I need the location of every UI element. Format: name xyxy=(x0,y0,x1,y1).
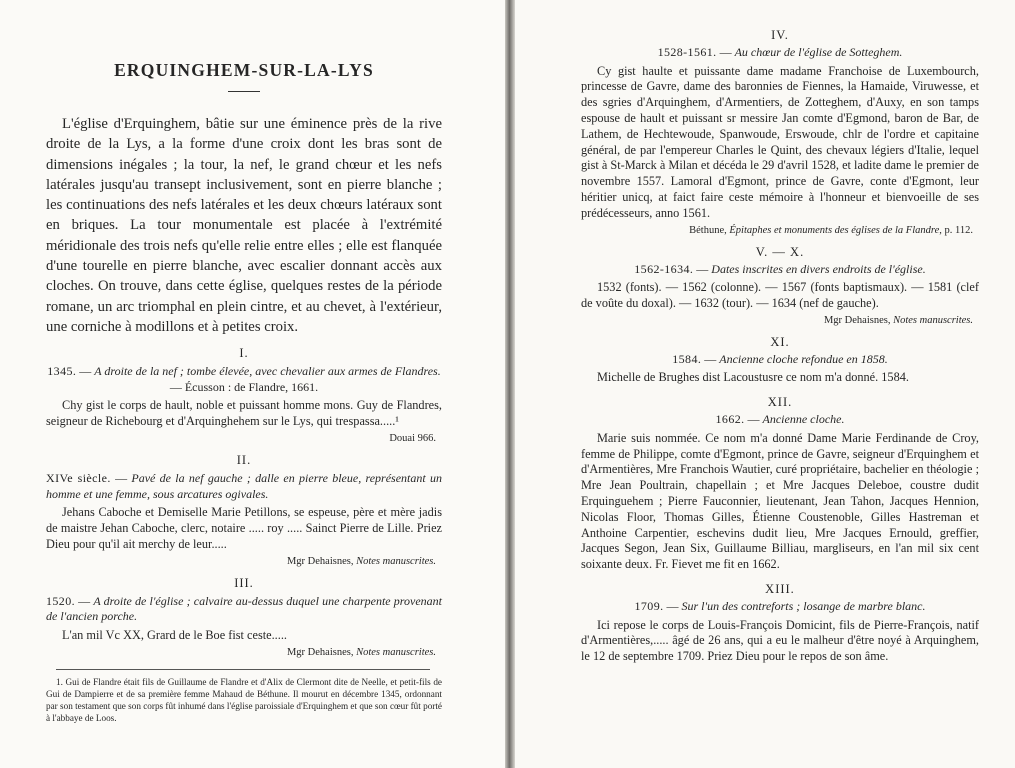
dash: — xyxy=(79,364,95,379)
inscription-text: Cy gist haulte et puissante dame madame Franchoise de Luxembourch, princesse de Gavre, dame des baronnies de Fiennes, la Hamaide, Viruwesse, et des sgries d'Arquinghem, d'Armentiers, de Zotteghem, d'Auxy, en son tamps espouse de hault et puissant sr messire Jan comte d'Egmond, baron de Bar, de Lathem, de Hechtewoude, Spanwoude, Erswoude, chlr de l'ordre et capitaine général, de par l'empereur Charles le Quint, des chevaux légiers d'Italie, lequel gist à St-Marck à Milan et décéda le 29 d'avril 1528, et ladite dame le premier de novembre 1557. Lamoral d'Egmont, prince de Gavre, conte d'Egmont, leur héritier unicq, at faict faire ceste mémoire à l'honneur et bienvoeille de ses prédécesseurs, anno 1561. xyxy=(581,63,979,220)
source-citation xyxy=(46,556,442,567)
dash: — xyxy=(78,593,94,608)
section-description: A droite de l'église ; calvaire au-dessus duquel une charpente provenant de l'ancien porche. xyxy=(46,593,442,624)
dash: — xyxy=(747,412,763,427)
section-description: Au chœur de l'église de Sotteghem. xyxy=(734,45,903,59)
dash: — xyxy=(719,45,735,59)
footnote-rule xyxy=(56,669,430,670)
inscription-text: Jehans Caboche et Demiselle Marie Petillons, se espeuse, père et mère jadis de maistre Jehan Caboche, clerc, notaire ..... roy ..... Sainct Pierre de Lille. Priez Dieu pour qu'il ait merchy de leur..... xyxy=(46,505,442,551)
source-title: Notes manuscrites. xyxy=(356,646,436,658)
section-number: XI. xyxy=(770,334,790,349)
source-author: Mgr Dehaisnes, xyxy=(823,314,894,326)
source-citation xyxy=(581,315,979,326)
section-date: 1520. xyxy=(46,593,75,608)
section-number: XII. xyxy=(767,395,793,410)
section-date: 1709. xyxy=(634,598,664,613)
section-description: Pavé de la nef gauche ; dalle en pierre bleue, représentant un homme et une femme, sous arcatures ogivales. xyxy=(46,471,443,501)
source-author: Douai 966. xyxy=(389,433,436,445)
section-description: Ancienne cloche. xyxy=(762,412,845,427)
source-citation xyxy=(46,647,442,658)
section-heading xyxy=(46,471,442,502)
title-rule xyxy=(228,91,260,92)
dash: — xyxy=(115,471,132,486)
page-title: ERQUINGHEM-SUR-LA-LYS xyxy=(114,60,374,80)
section-number: II. xyxy=(236,453,252,468)
left-page xyxy=(0,0,505,768)
section-description: Sur l'un des contreforts ; losange de marbre blanc. xyxy=(681,598,926,613)
right-page-content xyxy=(581,28,979,665)
section-number: I. xyxy=(239,346,249,361)
section-date: 1662. xyxy=(715,412,745,427)
section-number: V. — X. xyxy=(755,244,805,259)
source-title: Notes manuscrites. xyxy=(893,314,973,326)
book-gutter xyxy=(505,0,515,768)
footnote: 1. Gui de Flandre était fils de Guillaume de Flandre et d'Alix de Clermont dite de Neelle, et petit-fils de Gui de Dampierre et de sa première femme Mahaud de Béthune. Il mourut en décembre 1345, ordonnant par son testament que son corps fût inhumé dans l'église paroissiale d'Erquinghem et que son cœur fût porté à l'abbaye de Loos. xyxy=(46,676,442,723)
inscription-text: L'an mil Vc XX, Grard de le Boe fist ceste..... xyxy=(62,627,287,642)
section-description: A droite de la nef ; tombe élevée, avec chevalier aux armes de Flandres. xyxy=(94,364,441,379)
section-heading xyxy=(581,352,979,368)
source-author: Mgr Dehaisnes, xyxy=(286,646,357,658)
inscription-text: Ici repose le corps de Louis-François Domicint, fils de Pierre-François, natif d'Armentières,..... âgé de 26 ans, qui a eu le malheur d'être noyé à Arquinghem, le 12 de septembre 1709. Priez Dieu pour le repos de son âme. xyxy=(581,617,979,664)
section-heading xyxy=(46,364,442,395)
source-author: Béthune, xyxy=(689,224,730,236)
inscription-text: 1532 (fonts). — 1562 (colonne). — 1567 (fonts baptismaux). — 1581 (clef de voûte du doxal). — 1632 (tour). — 1634 (nef de gauche). xyxy=(581,280,979,310)
left-page-content xyxy=(46,60,442,724)
section-heading xyxy=(46,594,442,625)
dash: — xyxy=(666,598,682,613)
source-author: Mgr Dehaisnes, xyxy=(286,555,357,567)
source-page: , p. 112. xyxy=(939,224,973,236)
intro-paragraph: L'église d'Erquinghem, bâtie sur une éminence près de la rive droite de la Lys, a la forme d'une croix dont les bras sont de dimensions inégales ; la tour, la nef, le grand chœur et les nefs latérales jusqu'au transept inclusivement, sont en pierre blanche ; les continuations des nefs latérales et les deux chœurs latéraux sont en briques. La tour monumentale est placée à l'extrémité méridionale des trois nefs qu'elle relie entre elles ; elle est flanquée d'une tourelle en pierre blanche, avec escalier donnant accès aux cloches. On trouve, dans cette église, quelques restes de la période romane, un arc triomphal en plein cintre, et au chevet, à l'extérieur, une corniche à modillons et à petites croix. xyxy=(46,116,442,335)
dash: — xyxy=(696,261,712,276)
section-date: 1562-1634. xyxy=(634,261,694,276)
source-title: Épitaphes et monuments des églises de la Flandre xyxy=(729,224,940,236)
section-date: 1345. xyxy=(47,364,77,379)
right-page xyxy=(515,0,1015,768)
section-date: XIVe siècle. xyxy=(46,471,111,486)
source-citation xyxy=(46,433,442,444)
section-date: 1528-1561. xyxy=(657,45,717,59)
section-heading xyxy=(581,599,979,615)
dash: — xyxy=(704,351,720,366)
inscription-text: Marie suis nommée. Ce nom m'a donné Dame Marie Ferdinande de Croy, femme de Philippe, comte d'Egmont, prince de Gavre, seigneur d'Erquinghem et d'Armentières, Mre Franchois Wautier, curé propriétaire, bachelier en théologie ; Mre Jean Poultrain, chapellain ; et Mre Jacques Deleboe, coustre dudit Erquinguehem ; Pierre Fauconnier, lieutenant, Jean Tahon, Jacques Hennion, Nicolas Floor, Thomas Gilles, Étienne Coustenoble, Gilles Hastreman et Anthoine Carpentier, eschevins dudit lieu, Mre Jacques Ernould, greffier, Jacques Segon, Jean Six, Guillaume Billiau, margliseurs, en l'an mil six cent soixante deux. Fr. Fievet me fit en 1662. xyxy=(581,430,979,572)
inscription-text: Michelle de Brughes dist Lacoustusre ce nom m'a donné. 1584. xyxy=(597,370,909,385)
section-date: 1584. xyxy=(672,351,702,366)
section-heading xyxy=(581,412,979,428)
section-heading xyxy=(581,45,979,61)
section-number: IV. xyxy=(771,28,789,42)
section-number: XIII. xyxy=(765,581,795,596)
section-number: III. xyxy=(234,575,254,590)
section-description: Ancienne cloche refondue en 1858. xyxy=(719,351,888,366)
section-heading xyxy=(581,262,979,278)
inscription-text: Chy gist le corps de hault, noble et puissant homme mons. Guy de Flandres, seigneur de Richebourg et d'Arquinghehem sur le Lys, qui trespassa.....¹ xyxy=(46,398,442,429)
section-description: Dates inscrites en divers endroits de l'église. xyxy=(711,261,926,276)
section-extra: — Écusson : de Flandre, 1661. xyxy=(169,379,319,394)
source-title: Notes manuscrites. xyxy=(356,555,436,567)
source-citation xyxy=(581,225,979,236)
